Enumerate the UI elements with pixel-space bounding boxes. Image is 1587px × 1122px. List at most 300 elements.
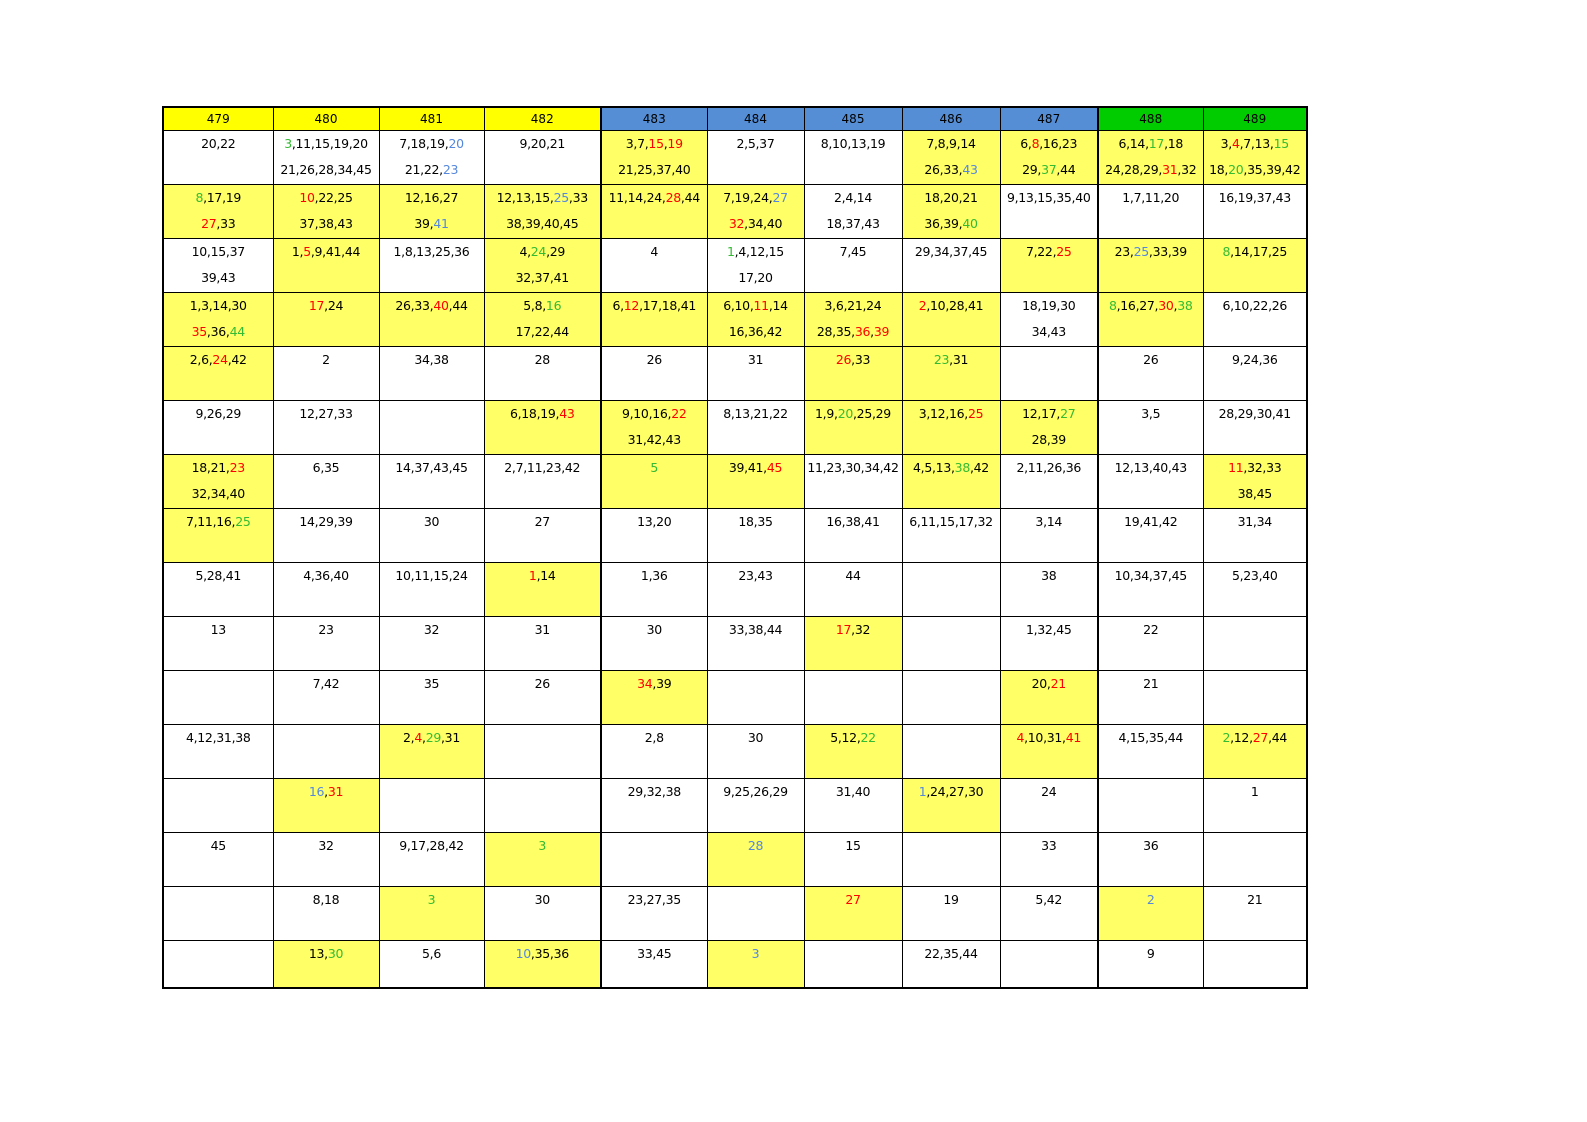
table-cell (1098, 131, 1203, 185)
cell-number: 5,6 (422, 946, 441, 961)
cell-number: ,32 (851, 622, 871, 637)
cell-number: 29, (1022, 162, 1042, 177)
cell-line (805, 833, 902, 859)
cell-line (164, 319, 273, 345)
table-cell (163, 725, 273, 779)
table-cell (484, 401, 601, 455)
table-cell (379, 779, 484, 833)
table-cell (804, 185, 902, 239)
cell-number: 32,37,41 (515, 270, 569, 285)
table-row (163, 725, 1307, 779)
table-cell (163, 185, 273, 239)
cell-number: ,44 (1056, 162, 1076, 177)
cell-line (805, 347, 902, 373)
cell-number: 30 (423, 514, 440, 529)
table-cell (379, 833, 484, 887)
cell-line (164, 509, 273, 535)
table-row (163, 779, 1307, 833)
table-cell (379, 293, 484, 347)
cell-number: 32 (728, 216, 745, 231)
cell-line (1099, 401, 1203, 427)
cell-number: 15 (1273, 136, 1289, 151)
table-cell (1203, 239, 1307, 293)
table-cell (1000, 833, 1098, 887)
cell-number: 18,20,21 (924, 190, 978, 205)
cell-line (602, 941, 707, 967)
table-cell (273, 347, 379, 401)
cell-number: 25 (553, 190, 569, 205)
cell-number: 1,9, (815, 406, 838, 421)
table-cell (484, 239, 601, 293)
cell-line (380, 725, 484, 751)
cell-number: 14,37,43,45 (395, 460, 468, 475)
cell-number: 27 (845, 892, 861, 907)
cell-number: 16,38,41 (826, 514, 880, 529)
cell-line (274, 509, 379, 535)
cell-number: 2,11,26,36 (1016, 460, 1082, 475)
cell-line (805, 293, 902, 319)
table-cell (601, 509, 707, 563)
cell-line (1001, 185, 1098, 211)
cell-line (708, 265, 804, 291)
table-cell (601, 941, 707, 989)
cell-line (1001, 293, 1098, 319)
cell-number: 34 (637, 676, 653, 691)
cell-number: 39 (873, 324, 890, 339)
cell-number: 9,26,29 (195, 406, 242, 421)
table-cell (379, 239, 484, 293)
table-cell (902, 509, 1000, 563)
cell-number: , (663, 136, 668, 151)
cell-number: ,25,29 (853, 406, 891, 421)
cell-number: 17 (308, 298, 325, 313)
table-cell (601, 131, 707, 185)
table-cell (902, 293, 1000, 347)
cell-number: 16,19,37,43 (1218, 190, 1291, 205)
table-cell (707, 725, 804, 779)
cell-number: 26 (835, 352, 852, 367)
cell-number: 32 (423, 622, 440, 637)
cell-number: , (422, 730, 426, 745)
table-cell (484, 563, 601, 617)
table-row (163, 131, 1307, 185)
table-cell (163, 671, 273, 725)
cell-line (380, 833, 484, 859)
cell-number: 41 (1065, 730, 1082, 745)
table-cell (1098, 617, 1203, 671)
cell-number: 33 (1041, 838, 1057, 853)
cell-number: 21 (1143, 676, 1159, 691)
table-cell (163, 779, 273, 833)
cell-number: 18,35 (738, 514, 773, 529)
cell-line (1099, 617, 1203, 643)
cell-number: 13, (308, 946, 328, 961)
table-cell (1098, 509, 1203, 563)
table-cell (902, 563, 1000, 617)
cell-number: 1,3,14,30 (189, 298, 247, 313)
cell-line (602, 131, 707, 157)
cell-number: 7,19,24, (723, 190, 773, 205)
cell-number: 8 (195, 190, 204, 205)
cell-line (903, 779, 1000, 805)
table-cell (163, 887, 273, 941)
cell-line (1001, 239, 1098, 265)
table-cell (1000, 779, 1098, 833)
cell-number: 4 (650, 244, 659, 259)
cell-line (805, 185, 902, 211)
cell-number: 12,13,40,43 (1114, 460, 1187, 475)
cell-line (805, 725, 902, 751)
table-cell (273, 131, 379, 185)
cell-number: 6,10,22,26 (1222, 298, 1288, 313)
table-cell (1098, 779, 1203, 833)
cell-line (164, 211, 273, 237)
cell-line (1001, 319, 1098, 345)
column-header-489: 489 (1203, 107, 1307, 131)
table-cell (1203, 401, 1307, 455)
cell-number: 26 (646, 352, 662, 367)
cell-line (602, 725, 707, 751)
cell-line (1001, 725, 1098, 751)
cell-line (1099, 563, 1203, 589)
table-cell (1203, 293, 1307, 347)
cell-number: 39,41, (728, 460, 767, 475)
cell-line (805, 617, 902, 643)
cell-number: 17 (835, 622, 852, 637)
table-cell (484, 833, 601, 887)
cell-number: 21 (1247, 892, 1263, 907)
table-cell (1000, 941, 1098, 989)
cell-number: 10,34,37,45 (1114, 568, 1187, 583)
cell-number: 1,8,13,25,36 (393, 244, 470, 259)
table-cell (1098, 401, 1203, 455)
table-row (163, 563, 1307, 617)
cell-line (805, 509, 902, 535)
table-row (163, 455, 1307, 509)
cell-number: 2,6, (189, 352, 213, 367)
table-cell (1000, 671, 1098, 725)
cell-number: 16 (308, 784, 325, 799)
table-cell (1203, 941, 1307, 989)
cell-number: 25 (967, 406, 984, 421)
cell-number: 35 (191, 324, 207, 339)
cell-line (1001, 455, 1098, 481)
table-row (163, 617, 1307, 671)
cell-number: 41 (433, 216, 449, 231)
cell-number: 31,40 (835, 784, 871, 799)
cell-line (164, 725, 273, 751)
cell-number: ,16,23 (1039, 136, 1078, 151)
cell-number: 12 (623, 298, 640, 313)
cell-number: 15 (845, 838, 861, 853)
table-cell (902, 401, 1000, 455)
cell-number: ,11,15,19,20 (291, 136, 368, 151)
cell-number: 23 (442, 162, 459, 177)
table-cell (804, 401, 902, 455)
cell-number: 2 (322, 352, 330, 367)
cell-number: 7,42 (312, 676, 340, 691)
cell-number: ,24,27,30 (926, 784, 984, 799)
table-cell (484, 725, 601, 779)
table-cell (1203, 725, 1307, 779)
cell-number: 33,45 (637, 946, 672, 961)
column-header-488: 488 (1098, 107, 1203, 131)
cell-number: 29 (425, 730, 441, 745)
table-cell (273, 455, 379, 509)
cell-line (274, 617, 379, 643)
cell-number: 9,17,28,42 (399, 838, 464, 853)
cell-line (164, 833, 273, 859)
table-cell (379, 401, 484, 455)
cell-line (485, 455, 601, 481)
table-cell (1000, 185, 1098, 239)
table-row (163, 347, 1307, 401)
table-cell (1203, 185, 1307, 239)
table-cell (1098, 293, 1203, 347)
cell-line (1001, 887, 1098, 913)
cell-line (1204, 779, 1307, 805)
cell-number: 20,22 (201, 136, 236, 151)
cell-number: ,9,41,44 (310, 244, 361, 259)
cell-line (274, 347, 379, 373)
cell-number: 34,43 (1031, 324, 1066, 339)
cell-number: 19,41,42 (1124, 514, 1178, 529)
cell-number: 6,14, (1118, 136, 1149, 151)
cell-number: 21,26,28,34,45 (280, 162, 372, 177)
cell-number: 4,12,31,38 (185, 730, 251, 745)
cell-number: 7,45 (839, 244, 867, 259)
cell-line (485, 239, 601, 265)
cell-number: 45 (210, 838, 226, 853)
cell-line (485, 265, 601, 291)
cell-line (602, 563, 707, 589)
cell-number: 7,8,9,14 (926, 136, 976, 151)
table-cell (601, 779, 707, 833)
cell-number: , (870, 324, 874, 339)
table-cell (484, 671, 601, 725)
cell-line (1099, 131, 1203, 157)
cell-number: 10 (515, 946, 531, 961)
cell-number: 22 (671, 406, 687, 421)
cell-line (1099, 157, 1203, 183)
column-header-482: 482 (484, 107, 601, 131)
cell-number: 11,14,24, (608, 190, 666, 205)
column-header-483: 483 (601, 107, 707, 131)
table-cell (707, 617, 804, 671)
cell-line (903, 347, 1000, 373)
cell-number: 2 (1222, 730, 1231, 745)
cell-line (805, 319, 902, 345)
header-row (163, 107, 1307, 131)
cell-number: 20 (837, 406, 853, 421)
cell-number: 24 (1041, 784, 1057, 799)
table-cell (804, 617, 902, 671)
cell-line (164, 401, 273, 427)
cell-number: 4, (519, 244, 531, 259)
table-cell (1098, 455, 1203, 509)
table-row (163, 509, 1307, 563)
cell-number: 18,19,30 (1022, 298, 1076, 313)
table-cell (273, 887, 379, 941)
table-cell (1098, 239, 1203, 293)
column-header-486: 486 (902, 107, 1000, 131)
table-cell (1000, 617, 1098, 671)
cell-number: 1 (1250, 784, 1259, 799)
cell-number: 27 (772, 190, 788, 205)
cell-number: ,24 (324, 298, 344, 313)
cell-number: 23 (318, 622, 334, 637)
cell-number: 19 (667, 136, 683, 151)
cell-line (1204, 185, 1307, 211)
table-row (163, 401, 1307, 455)
cell-line (380, 563, 484, 589)
cell-line (1204, 157, 1307, 183)
cell-line (602, 509, 707, 535)
table-cell (163, 563, 273, 617)
cell-line (708, 347, 804, 373)
cell-number: 16,36,42 (728, 324, 783, 339)
cell-line (602, 239, 707, 265)
table-cell (273, 239, 379, 293)
table-cell (601, 239, 707, 293)
cell-number: 28 (534, 352, 550, 367)
cell-line (485, 833, 601, 859)
cell-line (274, 293, 379, 319)
table-cell (273, 725, 379, 779)
table-cell (484, 509, 601, 563)
cell-number: 10,15,37 (191, 244, 245, 259)
table-cell (804, 725, 902, 779)
table-cell (273, 671, 379, 725)
table-cell (273, 563, 379, 617)
cell-number: 6,10, (723, 298, 754, 313)
cell-line (708, 779, 804, 805)
cell-line (903, 157, 1000, 183)
cell-number: 23, (1114, 244, 1134, 259)
cell-line (1001, 617, 1098, 643)
cell-number: ,17,19 (203, 190, 242, 205)
table-cell (707, 563, 804, 617)
table-cell (707, 347, 804, 401)
table-cell (1098, 671, 1203, 725)
table-cell (707, 131, 804, 185)
cell-line (380, 131, 484, 157)
cell-line (1001, 157, 1098, 183)
cell-number: 9,24,36 (1231, 352, 1278, 367)
cell-line (485, 671, 601, 697)
cell-line (903, 941, 1000, 967)
cell-line (164, 347, 273, 373)
cell-number: ,33,39 (1148, 244, 1187, 259)
table-cell (379, 617, 484, 671)
table-cell (804, 833, 902, 887)
cell-line (1099, 887, 1203, 913)
cell-number: 31 (534, 622, 550, 637)
column-header-480: 480 (273, 107, 379, 131)
cell-line (485, 293, 601, 319)
table-cell (484, 887, 601, 941)
cell-number: 23,27,35 (627, 892, 681, 907)
table-cell (379, 455, 484, 509)
table-row (163, 833, 1307, 887)
cell-line (805, 779, 902, 805)
table-row (163, 941, 1307, 989)
table-cell (273, 509, 379, 563)
table-cell (1000, 293, 1098, 347)
cell-line (380, 239, 484, 265)
cell-number: 25 (235, 514, 251, 529)
table-cell (273, 779, 379, 833)
cell-number: 28,35, (816, 324, 855, 339)
cell-line (708, 293, 804, 319)
table-cell (379, 671, 484, 725)
cell-number: 2,4,14 (834, 190, 872, 205)
cell-line (274, 887, 379, 913)
number-grid-table (162, 106, 1308, 989)
cell-number: 30 (646, 622, 662, 637)
cell-line (903, 401, 1000, 427)
table-cell (601, 185, 707, 239)
cell-number: ,4,12,15 (734, 244, 784, 259)
cell-number: 6,11,15,17,32 (909, 514, 993, 529)
cell-line (1204, 347, 1307, 373)
table-cell (273, 617, 379, 671)
table-cell (804, 941, 902, 989)
cell-line (164, 481, 273, 507)
cell-number: 28 (665, 190, 681, 205)
table-cell (1000, 239, 1098, 293)
table-cell (902, 455, 1000, 509)
cell-line (274, 157, 379, 183)
cell-number: 23,43 (738, 568, 773, 583)
cell-number: 5 (650, 460, 659, 475)
cell-line (485, 887, 601, 913)
table-cell (902, 131, 1000, 185)
cell-number: 5 (303, 244, 311, 259)
cell-number: 2,7,11,23,42 (504, 460, 581, 475)
cell-number: ,31 (949, 352, 969, 367)
cell-number: ,22,25 (314, 190, 353, 205)
table-cell (601, 347, 707, 401)
table-cell (707, 239, 804, 293)
cell-line (1204, 509, 1307, 535)
cell-line (380, 509, 484, 535)
table-cell (1000, 563, 1098, 617)
cell-number: ,12, (1230, 730, 1253, 745)
cell-number: 38,39,40,45 (506, 216, 579, 231)
cell-number: 8,18 (312, 892, 340, 907)
cell-line (1001, 509, 1098, 535)
cell-number: 32,34,40 (191, 486, 245, 501)
cell-line (164, 617, 273, 643)
cell-line (602, 157, 707, 183)
cell-number: 11 (1228, 460, 1244, 475)
cell-number: ,10,28,41 (926, 298, 984, 313)
cell-line (380, 347, 484, 373)
table-cell (484, 617, 601, 671)
cell-line (164, 131, 273, 157)
table-cell (1203, 563, 1307, 617)
table-cell (163, 239, 273, 293)
table-cell (902, 941, 1000, 989)
cell-number: , (324, 784, 328, 799)
table-row (163, 887, 1307, 941)
cell-number: 9 (1146, 946, 1155, 961)
table-cell (707, 185, 804, 239)
column-header-481: 481 (379, 107, 484, 131)
cell-line (903, 455, 1000, 481)
cell-number: 1 (727, 244, 735, 259)
